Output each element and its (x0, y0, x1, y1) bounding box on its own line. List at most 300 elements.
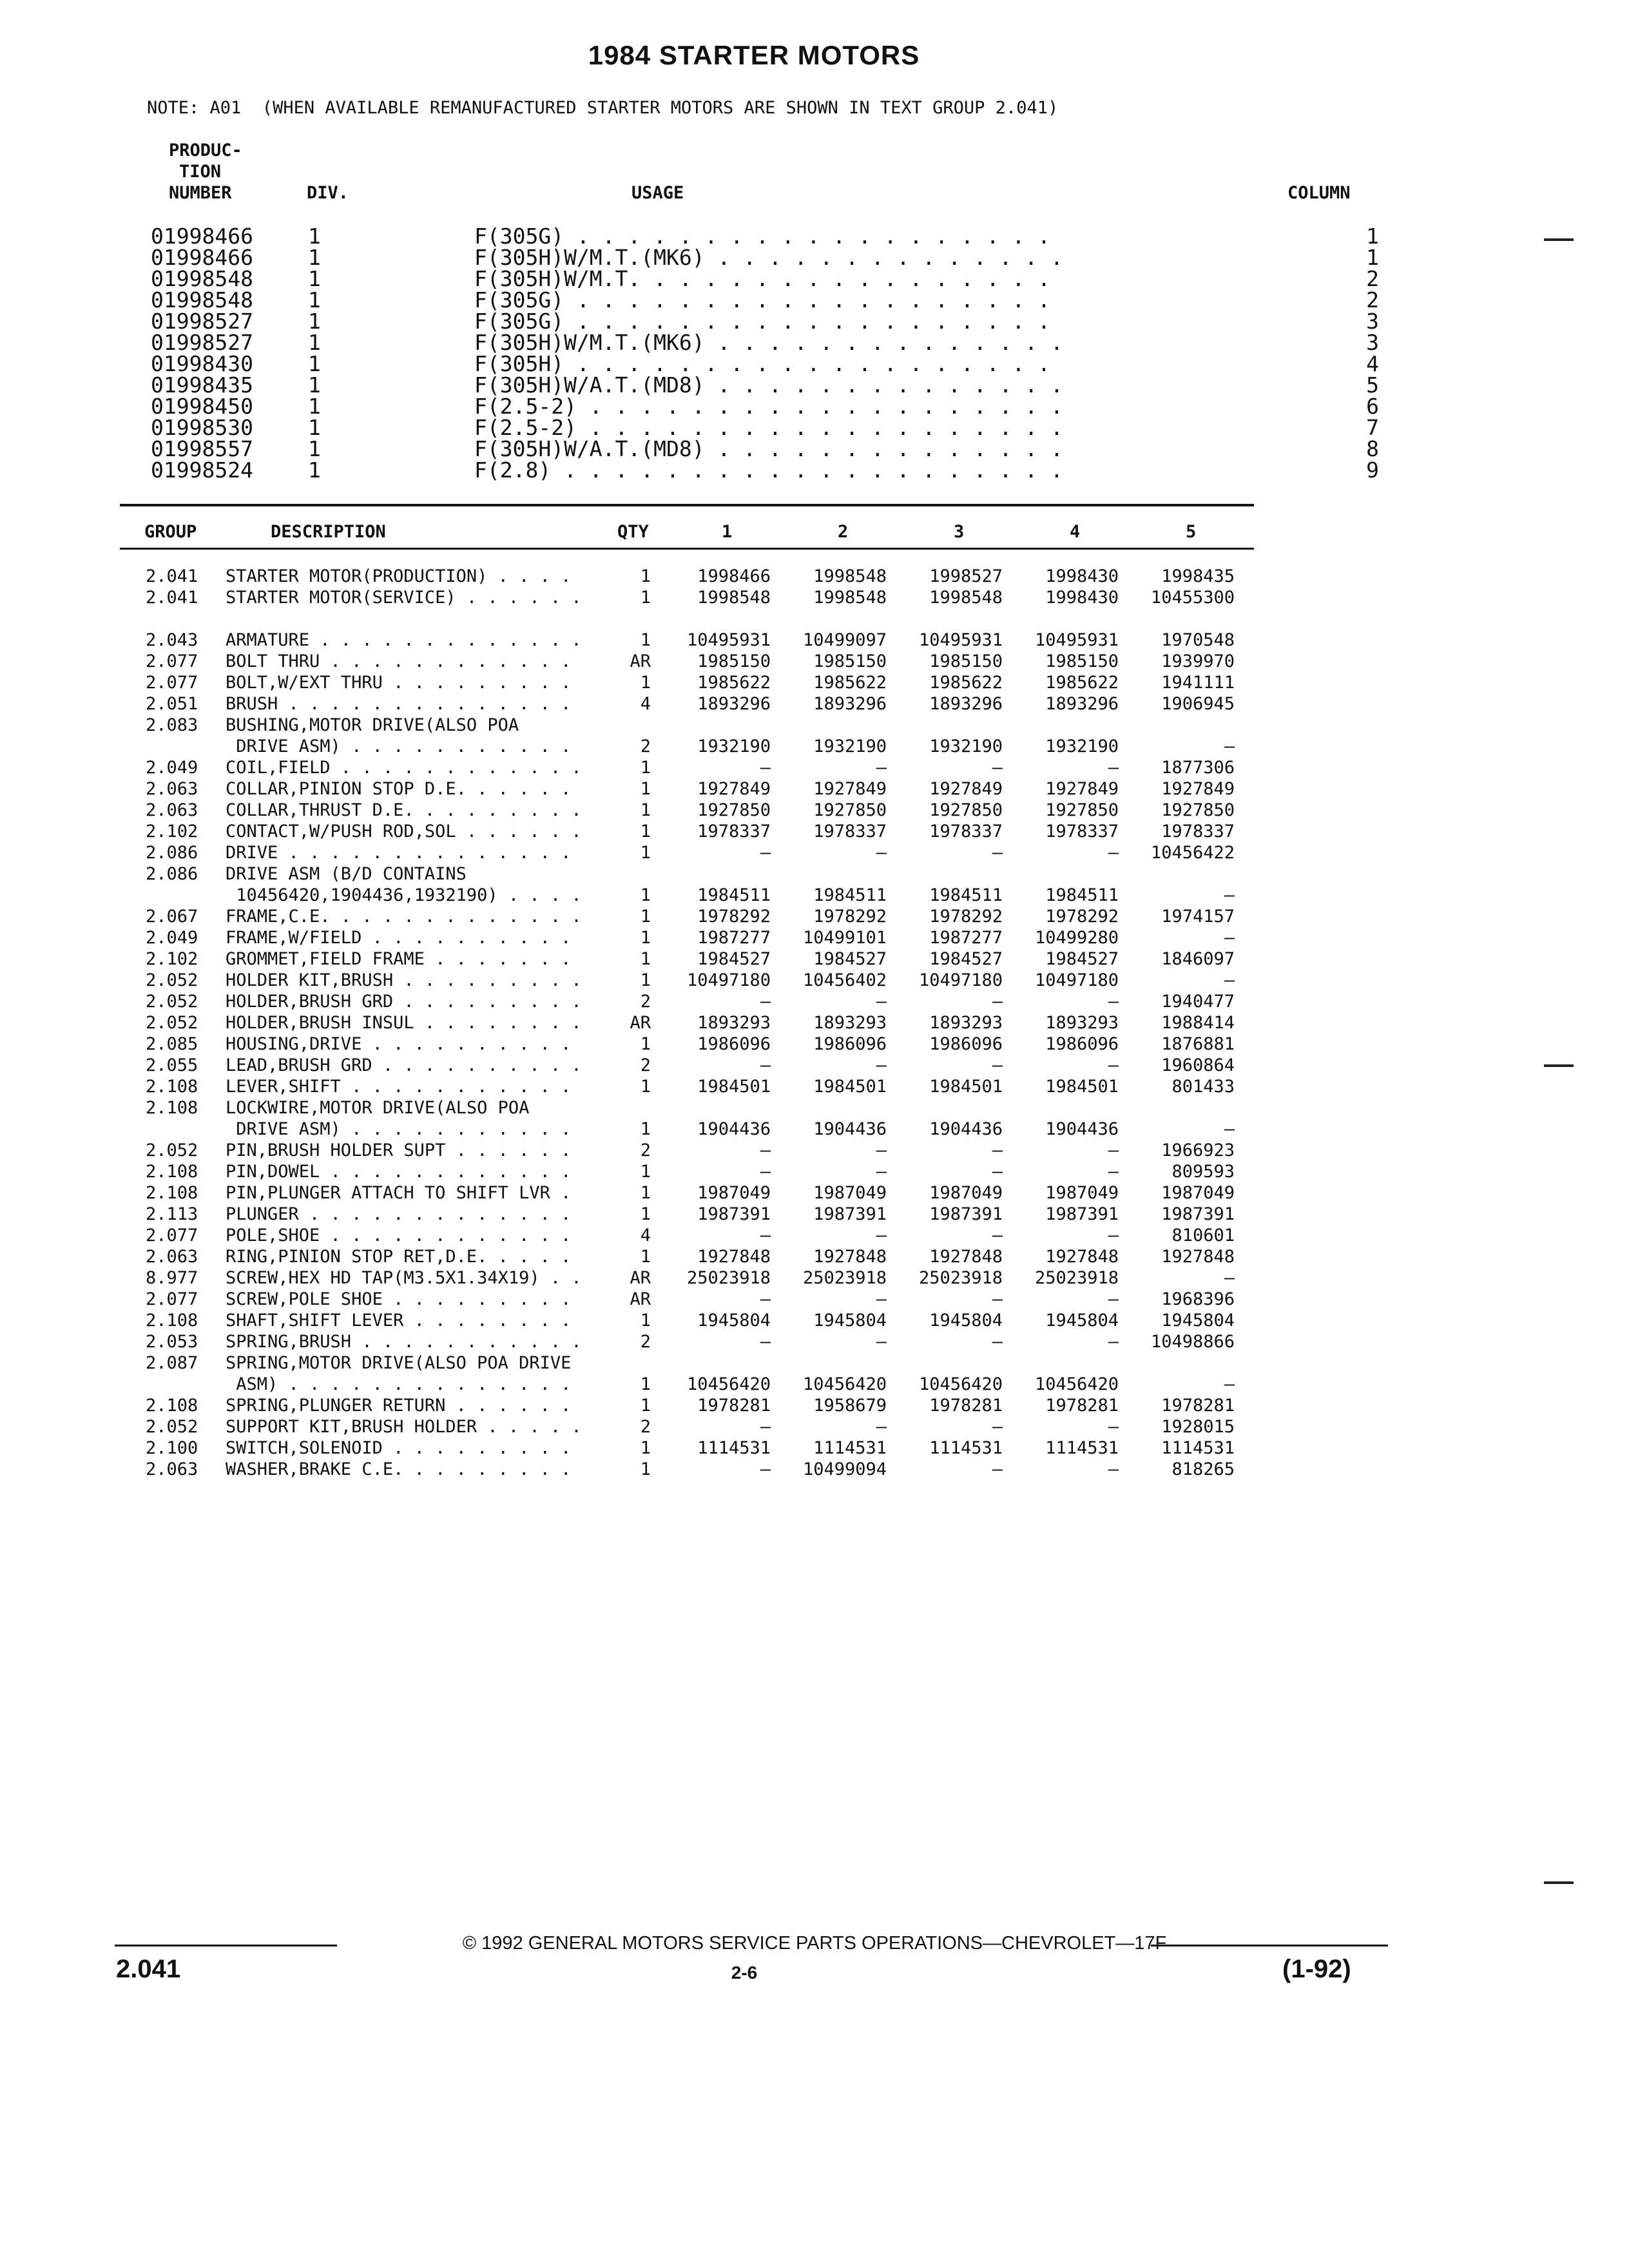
part-number-column-5: — (1224, 1268, 1235, 1288)
part-number-column-3: 1927849 (929, 779, 1003, 799)
part-description: ASM) . . . . . . . . . . . . . . (226, 1374, 582, 1394)
table-row (0, 1331, 1629, 1352)
part-number-column-2: 1927850 (813, 800, 887, 820)
part-group: 2.108 (146, 1311, 198, 1331)
table-row (0, 587, 1629, 608)
production-usage: F(305H)W/M.T. . . . . . . . . . . . . . . . . (474, 268, 1063, 289)
column-label: COLUMN (1287, 183, 1351, 203)
part-number-column-1: 10456420 (686, 1374, 771, 1394)
part-description: SUPPORT KIT,BRUSH HOLDER . . . . . (226, 1417, 582, 1437)
part-number-column-5: 810601 (1171, 1225, 1235, 1245)
part-number-column-3: 10495931 (918, 630, 1003, 650)
part-qty: 1 (640, 822, 651, 841)
part-description: WASHER,BRAKE C.E. . . . . . . . . (226, 1459, 582, 1479)
production-div: 1 (308, 330, 321, 355)
part-number-column-1: 1893296 (697, 694, 771, 714)
part-number-column-3: 1927848 (929, 1247, 1003, 1267)
part-qty: 1 (640, 1183, 651, 1203)
part-number-column-3: 10456420 (918, 1374, 1003, 1394)
part-number-column-1: 1984501 (697, 1077, 771, 1097)
page-title: 1984 STARTER MOTORS (588, 40, 920, 70)
production-number: 01998435 (151, 372, 253, 398)
production-usage: F(305G) . . . . . . . . . . . . . . . . . . . (474, 289, 1063, 311)
part-number-column-2: 1987049 (813, 1183, 887, 1203)
table-row (0, 1204, 1629, 1225)
part-number-column-2: — (876, 1140, 887, 1160)
part-group: 2.108 (146, 1162, 198, 1182)
part-number-column-1: 1978337 (697, 822, 771, 841)
part-number-column-4: 1987049 (1045, 1183, 1119, 1203)
part-number-column-1: 10495931 (686, 630, 771, 650)
part-number-column-2: 1984527 (813, 949, 887, 969)
part-number-column-4: 1904436 (1045, 1119, 1119, 1139)
table-row (0, 885, 1629, 906)
part-qty: AR (630, 1289, 651, 1309)
part-number-column-4: — (1108, 1162, 1119, 1182)
production-usage: F(2.5-2) . . . . . . . . . . . . . . . . . . . (474, 396, 1063, 417)
table-row (0, 970, 1629, 991)
part-number-column-4: — (1108, 1417, 1119, 1437)
part-group: 2.043 (146, 630, 198, 650)
part-number-column-1: 1998548 (697, 588, 771, 608)
production-usage: F(305H)W/A.T.(MD8) . . . . . . . . . . . . . . (474, 374, 1063, 396)
column-2-header: 2 (838, 522, 849, 542)
part-qty: 1 (640, 1204, 651, 1224)
part-description: COLLAR,PINION STOP D.E. . . . . . (226, 779, 582, 799)
part-number-column-3: 1984511 (929, 885, 1003, 905)
part-qty: 2 (640, 1332, 651, 1352)
part-group: 2.052 (146, 1140, 198, 1160)
table-row (0, 863, 1629, 885)
part-number-column-4: 1986096 (1045, 1034, 1119, 1054)
group-header: GROUP (144, 522, 197, 542)
part-number-column-2: 10456402 (802, 970, 887, 990)
part-number-column-3: 1985622 (929, 673, 1003, 693)
part-description: 10456420,1904436,1932190) . . . . (226, 885, 582, 905)
part-qty: 1 (640, 588, 651, 608)
part-number-column-3: 10497180 (918, 970, 1003, 990)
part-number-column-3: — (992, 1140, 1003, 1160)
production-column: 6 (1366, 394, 1379, 419)
part-number-column-4: 1927850 (1045, 800, 1119, 820)
part-qty: 1 (640, 885, 651, 905)
part-number-column-3: — (992, 1162, 1003, 1182)
table-row (0, 1033, 1629, 1055)
part-group: 2.083 (146, 715, 198, 735)
part-number-column-1: 1114531 (697, 1438, 771, 1458)
part-number-column-4: — (1108, 1289, 1119, 1309)
part-qty: 1 (640, 566, 651, 586)
production-usage: F(305H)W/M.T.(MK6) . . . . . . . . . . . . . . (474, 247, 1063, 268)
part-group: 2.077 (146, 651, 198, 671)
table-row (0, 715, 1629, 736)
part-number-column-4: 1984527 (1045, 949, 1119, 969)
production-row (0, 311, 1629, 332)
part-qty: 2 (640, 736, 651, 756)
part-number-column-5: 1939970 (1161, 651, 1235, 671)
production-number: 01998527 (151, 330, 253, 355)
production-row (0, 268, 1629, 289)
production-usage: F(305H)W/M.T.(MK6) . . . . . . . . . . . . . . (474, 332, 1063, 353)
part-description: PIN,BRUSH HOLDER SUPT . . . . . . (226, 1140, 582, 1160)
part-group: 2.041 (146, 566, 198, 586)
part-number-column-4: — (1108, 992, 1119, 1012)
table-row (0, 651, 1629, 672)
part-qty: 1 (640, 1247, 651, 1267)
part-description: SPRING,PLUNGER RETURN . . . . . . (226, 1396, 582, 1416)
table-row (0, 1055, 1629, 1076)
part-number-column-5: 1974157 (1161, 907, 1235, 927)
production-column: 3 (1366, 309, 1379, 334)
part-number-column-1: — (760, 1140, 771, 1160)
production-number: 01998466 (151, 245, 253, 270)
part-number-column-4: 10456420 (1034, 1374, 1119, 1394)
part-description: BRUSH . . . . . . . . . . . . . . (226, 694, 582, 714)
part-number-column-1: 1985622 (697, 673, 771, 693)
table-row (0, 757, 1629, 778)
part-number-column-4: 25023918 (1034, 1268, 1119, 1288)
part-qty: 1 (640, 1119, 651, 1139)
production-column: 1 (1366, 224, 1379, 249)
part-number-column-3: 1998527 (929, 566, 1003, 586)
production-number: 01998466 (151, 224, 253, 249)
part-number-column-2: 1904436 (813, 1119, 887, 1139)
table-row (0, 1267, 1629, 1289)
part-qty: 1 (640, 1077, 651, 1097)
part-qty: 1 (640, 949, 651, 969)
table-row (0, 1289, 1629, 1310)
production-div: 1 (308, 245, 321, 270)
part-qty: 1 (640, 1311, 651, 1331)
part-number-column-2: 25023918 (802, 1268, 887, 1288)
part-number-column-5: 1978281 (1161, 1396, 1235, 1416)
part-number-column-4: — (1108, 1332, 1119, 1352)
part-number-column-5: — (1224, 928, 1235, 948)
production-column: 5 (1366, 372, 1379, 398)
part-number-column-4: 10495931 (1034, 630, 1119, 650)
part-number-column-2: 1987391 (813, 1204, 887, 1224)
part-number-column-4: 1945804 (1045, 1311, 1119, 1331)
part-number-column-4: — (1108, 1140, 1119, 1160)
part-number-column-4: — (1108, 758, 1119, 778)
part-group: 2.108 (146, 1077, 198, 1097)
part-number-column-4: 1984511 (1045, 885, 1119, 905)
part-description: RING,PINION STOP RET,D.E. . . . . (226, 1247, 582, 1267)
part-group: 2.067 (146, 907, 198, 927)
part-number-column-2: 1927849 (813, 779, 887, 799)
part-description: BUSHING,MOTOR DRIVE(ALSO POA (226, 715, 519, 735)
part-number-column-3: 1987049 (929, 1183, 1003, 1203)
qty-header: QTY (617, 522, 649, 542)
part-qty: 1 (640, 843, 651, 863)
table-row (0, 1416, 1629, 1437)
production-row (0, 226, 1629, 247)
table-row (0, 948, 1629, 970)
part-number-column-2: 1893296 (813, 694, 887, 714)
part-description: FRAME,C.E. . . . . . . . . . . . . (226, 907, 582, 927)
column-4-header: 4 (1070, 522, 1081, 542)
part-number-column-2: 1945804 (813, 1311, 887, 1331)
part-number-column-3: 1987391 (929, 1204, 1003, 1224)
part-group: 2.049 (146, 758, 198, 778)
part-number-column-3: — (992, 1459, 1003, 1479)
part-number-column-3: 25023918 (918, 1268, 1003, 1288)
part-number-column-5: 1877306 (1161, 758, 1235, 778)
part-number-column-3: — (992, 992, 1003, 1012)
scan-mark-1 (1544, 238, 1574, 241)
table-row (0, 842, 1629, 863)
table-row (0, 906, 1629, 927)
part-number-column-5: 1968396 (1161, 1289, 1235, 1309)
part-number-column-5: 1988414 (1161, 1013, 1235, 1033)
production-row (0, 438, 1629, 459)
part-number-column-1: 1978292 (697, 907, 771, 927)
table-row (0, 1119, 1629, 1140)
production-row (0, 374, 1629, 396)
part-group: 2.053 (146, 1332, 198, 1352)
part-number-column-5: 1945804 (1161, 1311, 1235, 1331)
part-number-column-4: 1978337 (1045, 822, 1119, 841)
part-number-column-3: 1932190 (929, 736, 1003, 756)
part-number-column-5: 1846097 (1161, 949, 1235, 969)
part-number-column-2: — (876, 1417, 887, 1437)
part-qty: 1 (640, 970, 651, 990)
part-group: 2.108 (146, 1396, 198, 1416)
part-number-column-1: 25023918 (686, 1268, 771, 1288)
part-number-column-3: 1893293 (929, 1013, 1003, 1033)
column-5-header: 5 (1186, 522, 1197, 542)
part-group: 2.086 (146, 843, 198, 863)
part-number-column-1: — (760, 758, 771, 778)
table-row (0, 1182, 1629, 1204)
production-number-label-3: NUMBER (169, 183, 232, 203)
part-description: SCREW,POLE SHOE . . . . . . . . . (226, 1289, 582, 1309)
table-row (0, 1437, 1629, 1459)
part-number-column-1: 1987391 (697, 1204, 771, 1224)
part-description: STARTER MOTOR(PRODUCTION) . . . . (226, 566, 582, 586)
part-number-column-3: 1927850 (929, 800, 1003, 820)
part-number-column-4: 10497180 (1034, 970, 1119, 990)
part-group: 2.063 (146, 1247, 198, 1267)
table-row (0, 736, 1629, 757)
table-row (0, 1352, 1629, 1374)
part-number-column-2: 1984511 (813, 885, 887, 905)
footer-section-number: 2.041 (116, 1955, 181, 1983)
table-header-rule (120, 548, 1254, 550)
part-number-column-3: 1984501 (929, 1077, 1003, 1097)
part-number-column-4: 1978292 (1045, 907, 1119, 927)
part-number-column-1: 1987049 (697, 1183, 771, 1203)
part-number-column-5: 1970548 (1161, 630, 1235, 650)
part-description: HOLDER,BRUSH INSUL . . . . . . . . (226, 1013, 582, 1033)
part-number-column-2: 1998548 (813, 588, 887, 608)
part-number-column-5: 1941111 (1161, 673, 1235, 693)
part-number-column-3: 1904436 (929, 1119, 1003, 1139)
production-number: 01998530 (151, 415, 253, 440)
part-description: HOLDER KIT,BRUSH . . . . . . . . . (226, 970, 582, 990)
part-number-column-1: 1932190 (697, 736, 771, 756)
part-number-column-4: 1987391 (1045, 1204, 1119, 1224)
production-usage: F(2.8) . . . . . . . . . . . . . . . . . . . . (474, 459, 1063, 481)
part-description: STARTER MOTOR(SERVICE) . . . . . . (226, 588, 582, 608)
part-qty: 4 (640, 694, 651, 714)
part-number-column-2: 1984501 (813, 1077, 887, 1097)
part-number-column-5: 1927848 (1161, 1247, 1235, 1267)
production-number: 01998430 (151, 351, 253, 376)
scan-mark-3 (1544, 1881, 1574, 1884)
part-number-column-4: 1998430 (1045, 566, 1119, 586)
table-row (0, 821, 1629, 842)
production-div: 1 (308, 436, 321, 461)
part-number-column-2: 10499101 (802, 928, 887, 948)
production-div: 1 (308, 266, 321, 291)
production-row (0, 332, 1629, 353)
part-description: HOLDER,BRUSH GRD . . . . . . . . . (226, 992, 582, 1012)
part-number-column-1: 1998466 (697, 566, 771, 586)
part-number-column-1: 1978281 (697, 1396, 771, 1416)
part-number-column-5: 10498866 (1150, 1332, 1235, 1352)
part-number-column-3: 1986096 (929, 1034, 1003, 1054)
part-description: ARMATURE . . . . . . . . . . . . . (226, 630, 582, 650)
table-row (0, 693, 1629, 715)
part-qty: 1 (640, 758, 651, 778)
div-label: DIV. (307, 183, 349, 203)
part-number-column-1: — (760, 1417, 771, 1437)
part-qty: 1 (640, 630, 651, 650)
part-group: 2.077 (146, 1289, 198, 1309)
description-header: DESCRIPTION (271, 522, 386, 542)
part-number-column-2: 1978337 (813, 822, 887, 841)
part-description: DRIVE ASM (B/D CONTAINS (226, 864, 467, 884)
part-number-column-5: 1940477 (1161, 992, 1235, 1012)
part-description: SPRING,BRUSH . . . . . . . . . . . (226, 1332, 582, 1352)
part-group: 2.063 (146, 1459, 198, 1479)
production-usage: F(305G) . . . . . . . . . . . . . . . . . . . (474, 226, 1063, 247)
part-group: 8.977 (146, 1268, 198, 1288)
part-qty: 1 (640, 1034, 651, 1054)
part-number-column-1: 1927850 (697, 800, 771, 820)
part-number-column-1: 1985150 (697, 651, 771, 671)
table-row (0, 927, 1629, 948)
part-group: 2.102 (146, 949, 198, 969)
production-number-label-2: TION (179, 162, 222, 182)
part-number-column-3: — (992, 1055, 1003, 1075)
part-number-column-1: — (760, 1162, 771, 1182)
production-column: 3 (1366, 330, 1379, 355)
part-number-column-2: — (876, 1055, 887, 1075)
part-number-column-1: 1927849 (697, 779, 771, 799)
table-row (0, 1395, 1629, 1416)
part-number-column-5: 1906945 (1161, 694, 1235, 714)
part-number-column-2: 1986096 (813, 1034, 887, 1054)
production-column: 2 (1366, 287, 1379, 312)
part-number-column-5: 1987391 (1161, 1204, 1235, 1224)
production-number: 01998548 (151, 266, 253, 291)
part-group: 2.051 (146, 694, 198, 714)
part-number-column-5: 1927849 (1161, 779, 1235, 799)
part-number-column-5: 1927850 (1161, 800, 1235, 820)
part-group: 2.077 (146, 1225, 198, 1245)
table-row (0, 566, 1629, 587)
part-number-column-1: 1987277 (697, 928, 771, 948)
part-description: CONTACT,W/PUSH ROD,SOL . . . . . . (226, 822, 582, 841)
part-group: 2.087 (146, 1353, 198, 1373)
part-number-column-5: 1114531 (1161, 1438, 1235, 1458)
part-number-column-5: 10455300 (1150, 588, 1235, 608)
production-number: 01998548 (151, 287, 253, 312)
table-row (0, 1097, 1629, 1119)
part-number-column-2: 1893293 (813, 1013, 887, 1033)
part-number-column-4: — (1108, 1459, 1119, 1479)
production-column: 8 (1366, 436, 1379, 461)
part-group: 2.113 (146, 1204, 198, 1224)
part-group: 2.108 (146, 1183, 198, 1203)
part-number-column-3: — (992, 843, 1003, 863)
table-row (0, 1140, 1629, 1161)
part-number-column-2: 1114531 (813, 1438, 887, 1458)
table-row (0, 629, 1629, 651)
scan-mark-2 (1544, 1064, 1574, 1067)
table-top-rule (120, 504, 1254, 506)
part-description: PLUNGER . . . . . . . . . . . . . (226, 1204, 582, 1224)
part-number-column-5: 818265 (1171, 1459, 1235, 1479)
table-row (0, 1161, 1629, 1182)
table-row (0, 778, 1629, 800)
production-number: 01998557 (151, 436, 253, 461)
part-number-column-5: — (1224, 970, 1235, 990)
part-number-column-3: 1987277 (929, 928, 1003, 948)
production-usage: F(305G) . . . . . . . . . . . . . . . . . . . (474, 311, 1063, 332)
part-number-column-2: 1958679 (813, 1396, 887, 1416)
part-number-column-4: — (1108, 1055, 1119, 1075)
part-description: HOUSING,DRIVE . . . . . . . . . . (226, 1034, 582, 1054)
part-number-column-1: — (760, 1225, 771, 1245)
part-qty: 1 (640, 907, 651, 927)
part-number-column-1: 1904436 (697, 1119, 771, 1139)
table-row (0, 1076, 1629, 1097)
part-number-column-5: 809593 (1171, 1162, 1235, 1182)
production-number: 01998524 (151, 457, 253, 483)
production-row (0, 417, 1629, 438)
part-description: GROMMET,FIELD FRAME . . . . . . . (226, 949, 582, 969)
part-group: 2.049 (146, 928, 198, 948)
part-number-column-5: — (1224, 885, 1235, 905)
part-number-column-3: 1978337 (929, 822, 1003, 841)
part-qty: 1 (640, 1162, 651, 1182)
part-number-column-4: 1932190 (1045, 736, 1119, 756)
production-column: 4 (1366, 351, 1379, 376)
part-number-column-1: 1945804 (697, 1311, 771, 1331)
part-number-column-3: 1114531 (929, 1438, 1003, 1458)
part-number-column-2: 1985622 (813, 673, 887, 693)
production-row (0, 459, 1629, 481)
part-number-column-4: 1978281 (1045, 1396, 1119, 1416)
part-group: 2.052 (146, 992, 198, 1012)
part-number-column-2: — (876, 1225, 887, 1245)
part-qty: AR (630, 1268, 651, 1288)
part-group: 2.085 (146, 1034, 198, 1054)
part-number-column-2: — (876, 758, 887, 778)
part-group: 2.063 (146, 779, 198, 799)
production-div: 1 (308, 287, 321, 312)
table-row (0, 672, 1629, 693)
part-number-column-2: 1927848 (813, 1247, 887, 1267)
production-column: 2 (1366, 266, 1379, 291)
production-column: 1 (1366, 245, 1379, 270)
part-description: DRIVE . . . . . . . . . . . . . . (226, 843, 582, 863)
table-row (0, 800, 1629, 821)
part-group: 2.086 (146, 864, 198, 884)
